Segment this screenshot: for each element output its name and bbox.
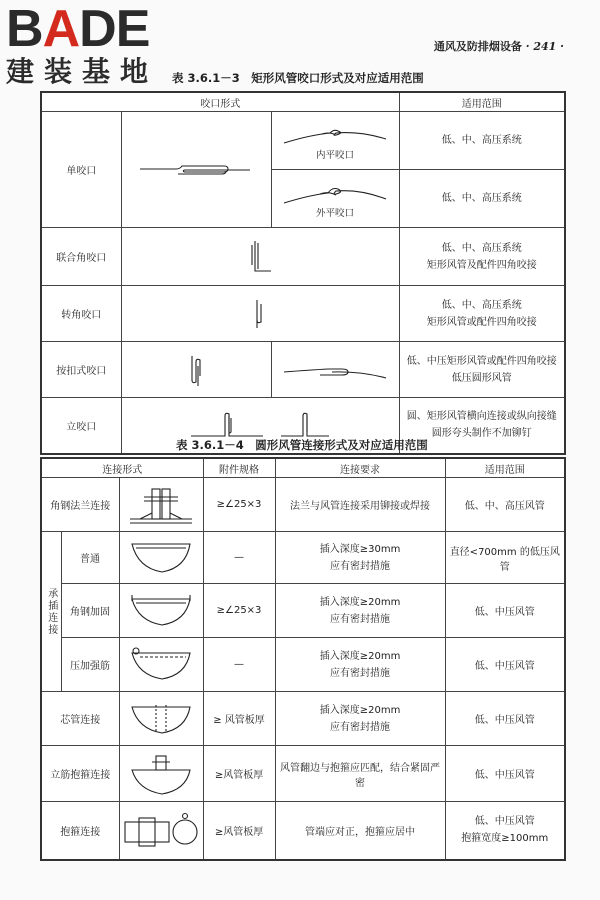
outer-seam-label: 外平咬口 — [316, 207, 355, 219]
angle-req-2: 应有密封措施 — [330, 613, 391, 625]
core-req-1: 插入深度≥20mm — [319, 704, 401, 716]
table2 — [40, 457, 566, 861]
angle-spec: ≥∠25×3 — [203, 584, 275, 638]
rib-range: 低、中压风管 — [445, 638, 565, 692]
plain-range: 直径<700mm 的低压风管 — [445, 532, 565, 584]
table-row — [41, 478, 565, 532]
plain-req-2: 应有密封措施 — [330, 560, 391, 572]
flange-range: 低、中、高压风管 — [445, 478, 565, 532]
snap-seam-range-1: 低、中压矩形风管或配件四角咬接 — [406, 355, 557, 367]
snap-seam-corner-icon — [176, 352, 216, 388]
standing-seam-range-1: 圆、矩形风管横向连接或纵向接缝 — [406, 411, 557, 423]
table-row — [41, 532, 565, 584]
angle-reinforced-socket-icon — [126, 591, 196, 631]
table2-caption: 表 3.6.1－4 圆形风管连接形式及对应适用范围 — [176, 438, 428, 452]
snap-seam-figure-a — [121, 342, 271, 398]
logo-subtitle: 建装基地 — [6, 55, 159, 88]
inner-seam-label: 内平咬口 — [316, 149, 355, 161]
table-row — [41, 746, 565, 802]
union-corner-seam-icon — [245, 239, 275, 275]
union-seam-name: 联合角咬口 — [41, 228, 121, 286]
plain-figure — [119, 532, 203, 584]
corner-seam-range-2: 矩形风管或配件四角咬接 — [426, 316, 537, 328]
logo — [6, 0, 186, 90]
union-seam-range — [399, 228, 565, 286]
rib-spec: — — [203, 638, 275, 692]
union-seam-figure — [121, 228, 399, 286]
flange-figure — [119, 478, 203, 532]
running-head — [434, 38, 564, 54]
corner-seam-range-1: 低、中、高压系统 — [441, 299, 522, 311]
page-number: · 241 · — [525, 40, 564, 53]
flange-spec: ≥∠25×3 — [203, 478, 275, 532]
corner-seam-range — [399, 286, 565, 342]
table1-header-form: 咬口形式 — [41, 92, 399, 112]
table1-header-range: 适用范围 — [399, 92, 565, 112]
plain-socket-icon — [126, 538, 196, 578]
table-row — [41, 584, 565, 638]
table-row — [41, 286, 565, 342]
flange-req: 法兰与风管连接采用铆接或焊接 — [275, 478, 445, 532]
corner-seam-name: 转角咬口 — [41, 286, 121, 342]
rib-figure — [119, 638, 203, 692]
single-seam-icon — [136, 155, 256, 185]
rib-req — [275, 638, 445, 692]
table1-header-row — [41, 92, 565, 112]
core-req-2: 应有密封措施 — [330, 721, 391, 733]
stand-range: 低、中压风管 — [445, 746, 565, 802]
core-req — [275, 692, 445, 746]
single-seam-figure — [121, 112, 271, 228]
table2-header-range: 适用范围 — [445, 458, 565, 478]
core-figure — [119, 692, 203, 746]
plain-req-1: 插入深度≥30mm — [319, 543, 401, 555]
core-spec: ≥ 风管板厚 — [203, 692, 275, 746]
plain-name: 普通 — [61, 532, 119, 584]
plain-req — [275, 532, 445, 584]
stand-figure — [119, 746, 203, 802]
clamp-name: 抱箍连接 — [41, 802, 119, 860]
union-seam-range-2: 矩形风管及配件四角咬接 — [426, 259, 537, 271]
core-name: 芯管连接 — [41, 692, 119, 746]
snap-seam-figure-b — [271, 342, 399, 398]
core-pipe-icon — [126, 699, 196, 739]
clamp-icon — [121, 810, 201, 850]
snap-seam-flat-icon — [280, 358, 390, 382]
socket-group-label: 承插连接 — [45, 587, 57, 636]
core-range: 低、中压风管 — [445, 692, 565, 746]
stand-spec: ≥风管板厚 — [203, 746, 275, 802]
table2-header-req: 连接要求 — [275, 458, 445, 478]
table-row — [41, 692, 565, 746]
table-row — [41, 342, 565, 398]
table1-caption: 表 3.6.1－3 矩形风管咬口形式及对应适用范围 — [172, 71, 424, 85]
corner-seam-icon — [245, 298, 275, 330]
outer-seam-figure — [271, 170, 399, 228]
angle-flange-icon — [126, 483, 196, 527]
clamp-range-2: 抱箍宽度≥100mm — [461, 833, 549, 845]
outer-flat-seam-icon — [280, 179, 390, 207]
table-row — [41, 802, 565, 860]
angle-name: 角钢加固 — [61, 584, 119, 638]
union-seam-range-1: 低、中、高压系统 — [441, 242, 522, 254]
rib-req-1: 插入深度≥20mm — [319, 650, 401, 662]
standing-seam-name: 立咬口 — [41, 398, 121, 454]
outer-seam-range: 低、中、高压系统 — [399, 170, 565, 228]
angle-range: 低、中压风管 — [445, 584, 565, 638]
standing-seam-range-2: 圆形夸头制作不加铆钉 — [431, 428, 532, 440]
clamp-spec: ≥风管板厚 — [203, 802, 275, 860]
table2-header-spec: 附件规格 — [203, 458, 275, 478]
clamp-range-1: 低、中压风管 — [474, 816, 535, 828]
single-seam-name: 单咬口 — [41, 112, 121, 228]
angle-req — [275, 584, 445, 638]
corner-seam-figure — [121, 286, 399, 342]
inner-seam-figure — [271, 112, 399, 170]
standing-rib-clamp-icon — [126, 752, 196, 796]
socket-group — [41, 532, 61, 692]
rib-socket-icon — [126, 645, 196, 685]
inner-seam-range: 低、中、高压系统 — [399, 112, 565, 170]
table-row — [41, 228, 565, 286]
table-row — [41, 638, 565, 692]
snap-seam-range-2: 低压圆形风管 — [451, 372, 512, 384]
table1 — [40, 91, 566, 455]
stand-name: 立筋抱箍连接 — [41, 746, 119, 802]
inner-flat-seam-icon — [280, 121, 390, 149]
clamp-req: 管端应对正，抱箍应居中 — [275, 802, 445, 860]
flange-name: 角钢法兰连接 — [41, 478, 119, 532]
clamp-figure — [119, 802, 203, 860]
table2-header-form: 连接形式 — [41, 458, 203, 478]
section-title: 通风及防排烟设备 — [433, 40, 522, 53]
table-row — [41, 112, 565, 170]
angle-figure — [119, 584, 203, 638]
stand-req: 风管翻边与抱箍应匹配，结合紧固严密 — [275, 746, 445, 802]
snap-seam-name: 按扣式咬口 — [41, 342, 121, 398]
angle-req-1: 插入深度≥20mm — [319, 596, 401, 608]
rib-name: 压加强筋 — [61, 638, 119, 692]
logo-brand: BADE — [6, 0, 150, 58]
rib-req-2: 应有密封措施 — [330, 667, 391, 679]
plain-spec: — — [203, 532, 275, 584]
snap-seam-range — [399, 342, 565, 398]
table2-header-row — [41, 458, 565, 478]
clamp-range — [445, 802, 565, 860]
